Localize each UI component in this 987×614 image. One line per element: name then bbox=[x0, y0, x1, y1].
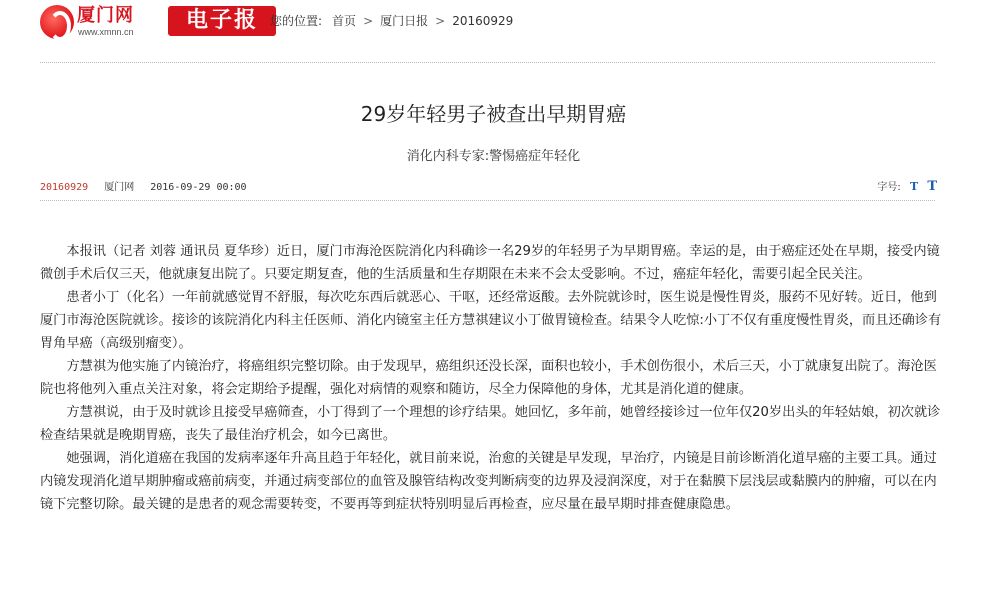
article-paragraph: 方慧祺为他实施了内镜治疗，将癌组织完整切除。由于发现早，癌组织还没长深，面积也较小，手术创伤很小，术后三天，小丁就康复出院了。海沧医院也将他列入重点关注对象，将会定期给予提醒，强化对病情的观察和随访，尽全力保障他的身体，尤其是消化道的健康。 bbox=[40, 359, 937, 397]
article-paragraph: 她强调，消化道癌在我国的发病率逐年升高且趋于年轻化，就目前来说，治愈的关键是早发现，早治疗，内镜是目前诊断消化道早癌的主要工具。通过内镜发现消化道早期肿瘤或癌前病变，并通过病变部位的血管及腺管结构改变判断病变的边界及浸润深度，对于在黏膜下层浅层或黏膜内的肿瘤，可以在内镜下完整切除。最关键的是患者的观念需要转变，不要再等到症状特别明显后再检查，应尽量在最早期时排查健康隐患。 bbox=[40, 451, 937, 512]
breadcrumb-xiamen-daily-link[interactable]: 厦门日报 bbox=[380, 14, 429, 28]
breadcrumb-home-link[interactable]: 首页 bbox=[332, 14, 357, 28]
logo-url: www.xmnn.cn bbox=[78, 27, 134, 37]
logo-text: 厦门网 bbox=[77, 5, 134, 26]
font-size-control bbox=[877, 178, 937, 194]
edition-date: 20160929 bbox=[40, 182, 89, 193]
publish-time: 2016-09-29 00:00 bbox=[150, 182, 247, 193]
font-size-label: 字号: bbox=[877, 182, 901, 193]
article-paragraph: 患者小丁（化名）一年前就感觉胃不舒服，每次吃东西后就恶心、干呕，还经常返酸。去外院就诊时，医生说是慢性胃炎，服药不见好转。近日，他到厦门市海沧医院就诊。接诊的该院消化内科主任医师、消化内镜室主任方慧祺建议小丁做胃镜检查。结果令人吃惊:小丁不仅有重度慢性胃炎，而且还确诊有胃角早癌（高级别瘤变）。 bbox=[40, 290, 942, 351]
breadcrumb-separator-icon: > bbox=[435, 13, 446, 28]
font-large-button[interactable]: T bbox=[927, 179, 937, 194]
font-small-button[interactable]: T bbox=[909, 180, 919, 193]
page-header bbox=[0, 0, 987, 44]
breadcrumb-separator-icon: > bbox=[363, 13, 374, 28]
header-divider bbox=[40, 62, 935, 63]
article-body bbox=[40, 240, 945, 516]
article-title: 29岁年轻男子被查出早期胃癌 bbox=[360, 102, 627, 126]
xmnn-logo-icon bbox=[40, 5, 74, 39]
xmnn-logo[interactable] bbox=[40, 5, 258, 39]
article-paragraph: 本报讯（记者 刘蓉 通讯员 夏华珍）近日，厦门市海沧医院消化内科确诊一名29岁的年轻男子为早期胃癌。幸运的是，由于癌症还处在早期，接受内镜微创手术后仅三天，他就康复出院了。只要定期复查，他的生活质量和生存期限在未来不会太受影响。不过，癌症年轻化，需要引起全民关注。 bbox=[40, 244, 940, 282]
breadcrumb-date-link[interactable]: 20160929 bbox=[452, 13, 514, 28]
article-paragraph: 方慧祺说，由于及时就诊且接受早癌筛查，小丁得到了一个理想的诊疗结果。她回忆，多年前，她曾经接诊过一位年仅20岁出头的年轻姑娘，初次就诊检查结果就是晚期胃癌，丧失了最佳治疗机会，如今已离世。 bbox=[40, 405, 941, 443]
article-subtitle: 消化内科专家:警惕癌症年轻化 bbox=[406, 149, 581, 164]
article-meta bbox=[40, 178, 257, 193]
epaper-badge: 电子报 bbox=[168, 6, 276, 36]
breadcrumb-prefix: 您的位置: bbox=[270, 14, 323, 28]
meta-divider bbox=[40, 200, 935, 201]
article-source: 厦门网 bbox=[104, 182, 135, 193]
breadcrumb bbox=[270, 12, 513, 29]
